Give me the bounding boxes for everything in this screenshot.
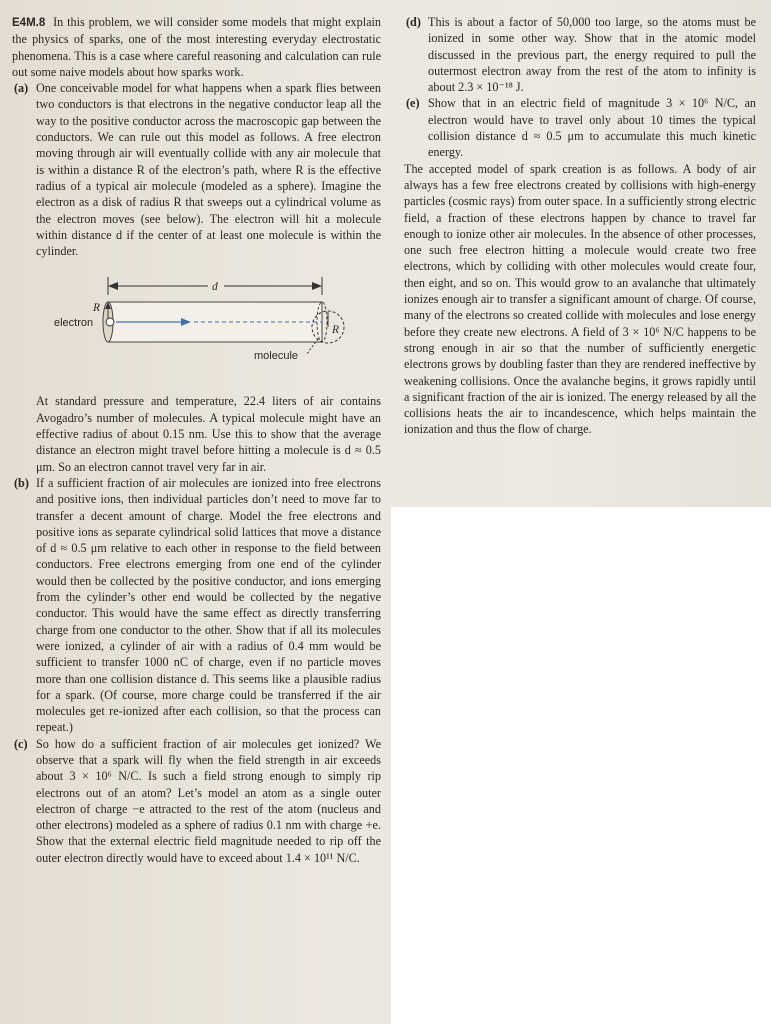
part-b-label: (b) bbox=[14, 475, 29, 490]
part-d bbox=[404, 14, 756, 95]
part-c bbox=[12, 736, 381, 866]
part-a-text-2: At standard pressure and temperature, 22.4 liters of air contains Avogadro’s number of molecules. A typical molecule might have an effective radius of about 0.15 nm. Use this to show that the average distance an electron might travel before hitting a molecule is d ≈ 0.5 μm. So an electron cannot travel very far in air. bbox=[36, 394, 381, 474]
part-a bbox=[12, 80, 381, 475]
problem-tag: E4M.8 bbox=[12, 17, 46, 29]
d-arrowhead-left bbox=[108, 282, 118, 290]
molecule-label: molecule bbox=[254, 350, 299, 363]
d-arrowhead-right bbox=[312, 282, 322, 290]
part-d-label: (d) bbox=[406, 15, 421, 29]
intro-text: In this problem, we will consider some models that might explain the physics of sparks, one of the most interesting everyday electrostatic phenomena. This is a case where careful reasoning and calculation can rule out some naive models about how sparks work. bbox=[12, 15, 382, 79]
part-c-text: So how do a sufficient fraction of air molecules get ionized? We observe that a spark will fly when the field strength in air exceeds about 3 × 10⁶ N/C. Is such a field strong enough to simply rip electrons out of an atom? Let’s model an atom as a single outer electron of charge −e attracted to the rest of the atom (nucleus and other electrons) modeled as a sphere of radius 0.1 nm with charge +e. Show that the external electric field magnitude needed to rip off the outer electron directly would have to exceed about 1.4 × 10¹¹ N/C. bbox=[36, 736, 381, 865]
part-b bbox=[12, 475, 381, 736]
part-c-label: (c) bbox=[14, 736, 28, 751]
closing-paragraph: The accepted model of spark creation is as follows. A body of air always has a few free electrons created by collisions with high-energy particles (cosmic rays) from outer space. In a sufficiently strong electric field, a fraction of these electrons happen by chance to travel far enough to ionize other air molecules. In the absence of other processes, one such free electron hitting a molecule would create two free electrons, which by colliding with other molecules would create four, then eight, and so on. This would grow to an avalanche that ultimately ionizes enough air to transfer a significant amount of charge. Of course, many of the electrons so created collide with molecules and lose energy before they create new electrons. A field of 3 × 10⁶ N/C happens to be strong enough in air so that the number of sufficiently energetic electrons grows by doubling faster than they are rendered ineffective by weakening collisions. Once the avalanche begins, it grows rapidly until a significant fraction of the air is ionized. The energy released by all the collisions heats the air to incandescence, which helps maintain the ionization and thus the flow of charge. bbox=[404, 161, 756, 437]
blank-area bbox=[391, 507, 771, 1024]
part-b-text: If a sufficient fraction of air molecules are ionized into free electrons and positive ions, then individual particles don’t need to move far to transfer a decent amount of charge. Model the free electrons and positive ions as separate cylindrical solid lattices that move a distance of d ≈ 0.5 μm relative to each other in response to the field between conductors. Free electrons emerging from one end of the cylinder would then be collected by the positive conductor, and ions emerging from the cylinder’s other end would be collected by the negative conductor. This would have the same effect as directly transferring charge from one conductor to the other. Show that if all its molecules were ionized, a cylinder of air with a radius of 0.4 mm would be sufficient to transfer 1000 nC of charge, even if no particle moves more than one collision distance d. This seems like a plausible radius for a spark. (Of course, more charge could be transferred if the air molecules get re-ionized after each collision, so that the process can repeat.) bbox=[36, 475, 381, 735]
problem-intro bbox=[12, 14, 381, 80]
r-label-right: R bbox=[332, 324, 340, 337]
part-e-text: Show that in an electric field of magnitude 3 × 10⁶ N/C, an electron would have to travel only about 10 times the typical collision distance d ≈ 0.5 μm to accumulate this much kinetic energy. bbox=[428, 96, 756, 160]
part-a-label: (a) bbox=[14, 81, 29, 96]
part-d-text: This is about a factor of 50,000 too large, so the atoms must be ionized in some other way. Show that in the atomic model discussed in the previous part, the energy required to pull the outermost electron away from the rest of the atom to infinity is about 2.3 × 10⁻¹⁸ J. bbox=[428, 15, 756, 95]
electron-dot bbox=[106, 318, 114, 326]
d-label: d bbox=[212, 281, 218, 294]
part-e bbox=[404, 95, 756, 160]
r-label-left: R bbox=[93, 302, 101, 315]
part-e-label: (e) bbox=[406, 96, 420, 111]
electron-label: electron bbox=[54, 317, 94, 330]
cylinder-diagram bbox=[36, 265, 381, 387]
cylinder-figure bbox=[36, 265, 381, 387]
right-column bbox=[404, 14, 756, 438]
part-a-text-1: One conceivable model for what happens when a spark flies between two conductors is that electrons in the negative conductor leap all the way to the positive conductor across the macroscopic gap between the conductors. We can rule out this model as follows. A free electron moving through air will eventually collide with any air molecule that is within a distance R of the electron’s path, where R is the effective radius of a typical air molecule (modeled as a sphere). Imagine the electron as a disk of radius R that sweeps out a cylindrical volume as the electron moves (see below). The electron will hit a molecule within distance d if the center of at least one molecule is within the cylinder. bbox=[36, 81, 381, 259]
left-column bbox=[12, 14, 381, 866]
